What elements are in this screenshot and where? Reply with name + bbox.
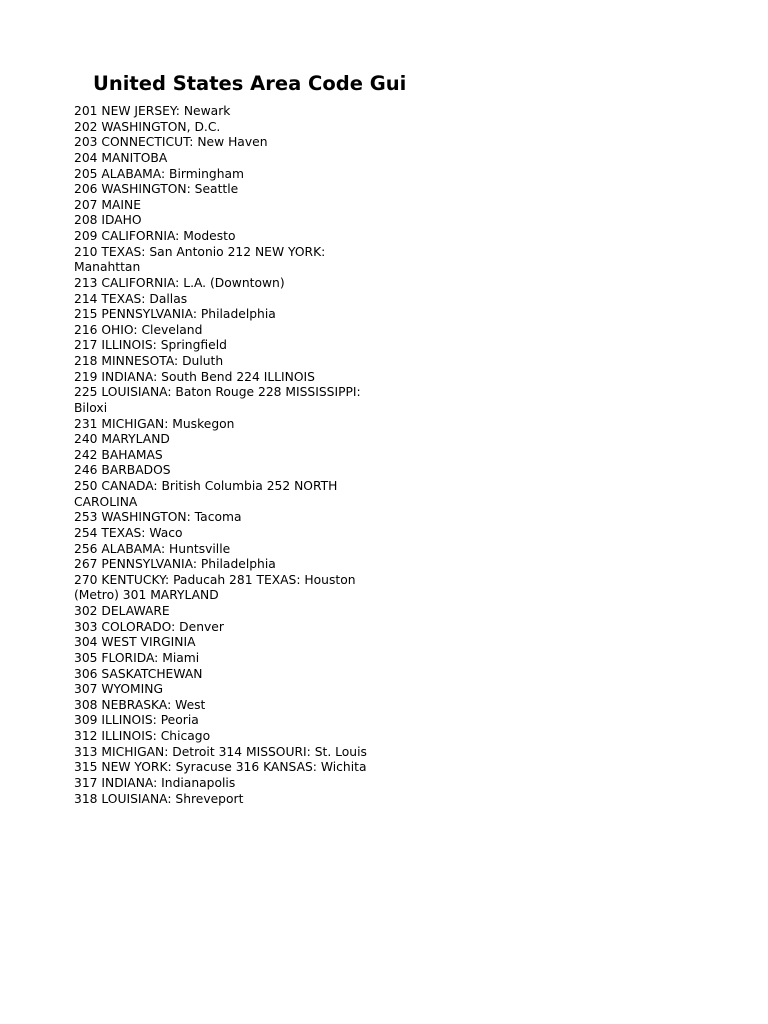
area-code-line: 225 LOUISIANA: Baton Rouge 228 MISSISSIPPI: [74, 385, 361, 400]
area-code-line: 254 TEXAS: Waco [74, 525, 183, 540]
area-code-line: 203 CONNECTICUT: New Haven [74, 135, 268, 150]
area-code-line: 219 INDIANA: South Bend 224 ILLINOIS [74, 369, 315, 384]
area-code-line: 315 NEW YORK: Syracuse 316 KANSAS: Wichita [74, 760, 367, 775]
area-code-line: 317 INDIANA: Indianapolis [74, 775, 236, 790]
area-code-line: CAROLINA [74, 494, 138, 509]
area-code-line: 313 MICHIGAN: Detroit 314 MISSOURI: St. Louis [74, 744, 367, 759]
area-code-line: 209 CALIFORNIA: Modesto [74, 229, 236, 243]
area-code-line: 218 MINNESOTA: Duluth [74, 354, 224, 368]
area-code-line: (Metro) 301 MARYLAND [74, 588, 219, 603]
area-code-line: 205 ALABAMA: Birmingham [74, 166, 245, 181]
area-code-line: 204 MANITOBA [74, 150, 168, 165]
area-code-line: 208 IDAHO [74, 213, 142, 228]
area-code-line: 213 CALIFORNIA: L.A. (Downtown) [74, 275, 285, 290]
area-code-line: 305 FLORIDA: Miami [74, 650, 200, 665]
area-code-line: 256 ALABAMA: Huntsville [74, 541, 231, 556]
area-code-line: Manahttan [74, 260, 141, 275]
area-code-line: 253 WASHINGTON: Tacoma [74, 510, 242, 525]
area-code-line: 215 PENNSYLVANIA: Philadelphia [74, 307, 276, 322]
area-code-line: 206 WASHINGTON: Seattle [74, 182, 239, 197]
area-code-line: 242 BAHAMAS [74, 447, 163, 462]
area-code-line: 207 MAINE [74, 197, 141, 212]
area-code-line: 240 MARYLAND [74, 432, 170, 447]
area-code-line: 267 PENNSYLVANIA: Philadelphia [74, 557, 276, 572]
area-code-line: Biloxi [74, 400, 108, 415]
area-code-line: 308 NEBRASKA: West [74, 697, 206, 712]
area-code-line: 250 CANADA: British Columbia 252 NORTH [74, 479, 338, 493]
area-code-line: 210 TEXAS: San Antonio 212 NEW YORK: [74, 244, 326, 259]
area-code-line: 318 LOUISIANA: Shreveport [74, 791, 244, 806]
area-code-line: 202 WASHINGTON, D.C. [74, 119, 221, 134]
area-code-line: 246 BARBADOS [74, 463, 171, 478]
area-code-line: 216 OHIO: Cleveland [74, 322, 203, 337]
document-title: United States Area Code Gui [93, 72, 407, 95]
area-code-line: 303 COLORADO: Denver [74, 619, 224, 634]
area-code-line: 231 MICHIGAN: Muskegon [74, 416, 235, 431]
area-code-line: 306 SASKATCHEWAN [74, 666, 203, 681]
area-code-line: 307 WYOMING [74, 682, 164, 697]
area-code-line: 217 ILLINOIS: Springfield [74, 338, 227, 353]
area-code-line: 270 KENTUCKY: Paducah 281 TEXAS: Houston [74, 572, 356, 587]
area-code-line: 312 ILLINOIS: Chicago [74, 729, 211, 743]
area-code-line: 201 NEW JERSEY: Newark [74, 104, 231, 118]
area-code-line: 302 DELAWARE [74, 604, 170, 618]
area-code-list [74, 104, 394, 807]
area-code-line: 214 TEXAS: Dallas [74, 291, 188, 306]
area-code-line: 309 ILLINOIS: Peoria [74, 713, 199, 728]
area-code-line: 304 WEST VIRGINIA [74, 635, 196, 650]
